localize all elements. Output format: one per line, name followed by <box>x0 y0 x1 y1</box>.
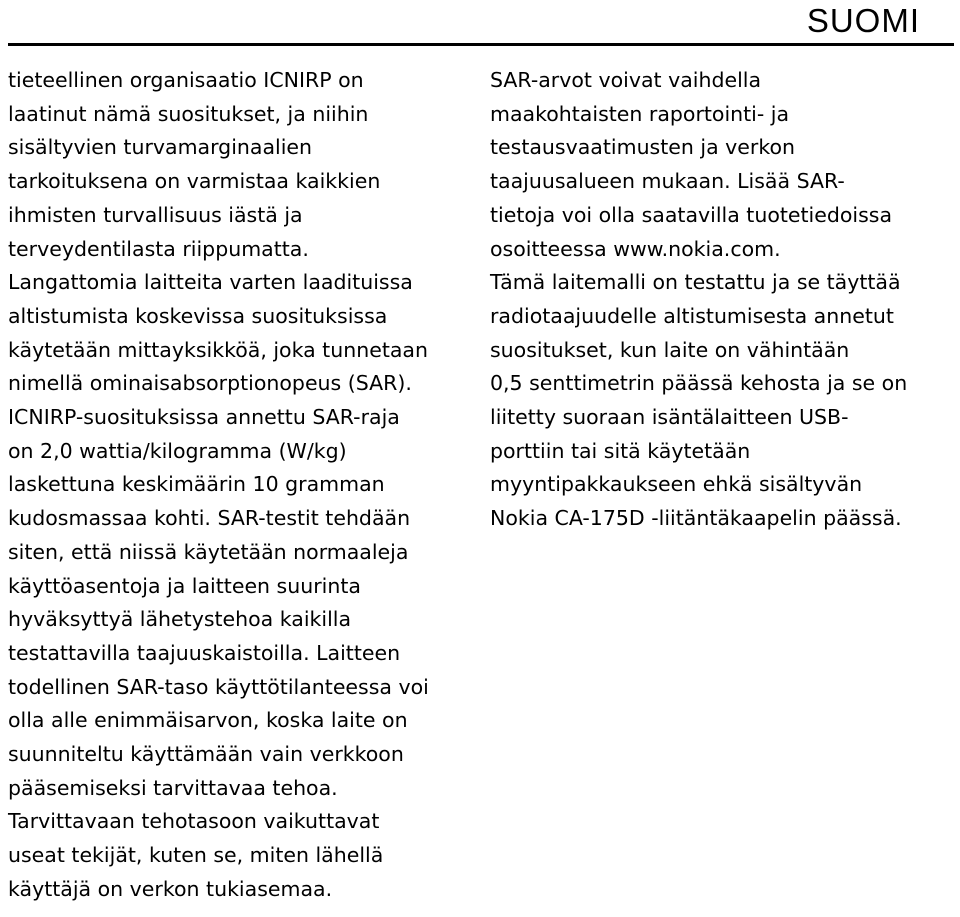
text-line: käyttäjä on verkon tukiasemaa. <box>8 876 333 901</box>
right-paragraph-2 <box>490 266 955 536</box>
section-language-label: SUOMI <box>806 2 920 39</box>
text-line: pääsemiseksi tarvittavaa tehoa. <box>8 775 338 800</box>
text-line: SAR-arvot voivat vaihdella <box>490 68 762 92</box>
text-line: hyväksyttyä lähetystehoa kaikilla <box>8 607 352 632</box>
text-line: radiotaajuudelle altistumisesta annetut <box>490 303 894 328</box>
text-line: Tarvittavaan tehotasoon vaikuttavat <box>8 809 380 834</box>
right-paragraph-1 <box>490 64 955 266</box>
text-line: siten, että niissä käytetään normaaleja <box>8 539 409 564</box>
text-line: liitetty suoraan isäntälaitteen USB- <box>490 405 849 430</box>
left-text-column <box>8 64 458 907</box>
text-line: suositukset, kun laite on vähintään <box>490 337 850 362</box>
left-paragraph-2 <box>8 266 458 906</box>
text-line: ICNIRP-suosituksissa annettu SAR-raja <box>8 405 400 430</box>
text-line: olla alle enimmäisarvon, koska laite on <box>8 708 408 733</box>
text-line: sisältyvien turvamarginaalien <box>8 135 313 160</box>
text-line: suunniteltu käyttämään vain verkkoon <box>8 742 404 767</box>
text-line: Nokia CA-175D -liitäntäkaapelin päässä. <box>490 506 902 531</box>
text-line: todellinen SAR-taso käyttötilanteessa voi <box>8 674 429 699</box>
header-divider <box>8 43 954 46</box>
text-line: Langattomia laitteita varten laadituissa <box>8 270 413 295</box>
text-line: myyntipakkaukseen ehkä sisältyvän <box>490 472 863 497</box>
text-line: altistumista koskevissa suosituksissa <box>8 303 388 328</box>
text-line: laskettuna keskimäärin 10 gramman <box>8 472 385 497</box>
text-line: taajuusalueen mukaan. Lisää SAR- <box>490 169 845 194</box>
right-text-column <box>490 64 955 536</box>
text-line: Tämä laitemalli on testattu ja se täyttää <box>490 270 901 295</box>
text-line: kudosmassaa kohti. SAR-testit tehdään <box>8 506 411 531</box>
text-line: terveydentilasta riippumatta. <box>8 236 309 261</box>
left-paragraph-1 <box>8 64 458 266</box>
text-line: testausvaatimusten ja verkon <box>490 135 796 160</box>
text-line: tieteellinen organisaatio ICNIRP on <box>8 68 364 92</box>
text-line: osoitteessa www.nokia.com. <box>490 236 781 261</box>
text-line: maakohtaisten raportointi- ja <box>490 101 790 126</box>
text-line: useat tekijät, kuten se, miten lähellä <box>8 843 384 868</box>
text-line: ihmisten turvallisuus iästä ja <box>8 202 303 227</box>
text-line: laatinut nämä suositukset, ja niihin <box>8 101 369 126</box>
text-line: käyttöasentoja ja laitteen suurinta <box>8 573 361 598</box>
text-line: käytetään mittayksikköä, joka tunnetaan <box>8 337 428 362</box>
text-line: porttiin tai sitä käytetään <box>490 438 751 463</box>
text-line: nimellä ominaisabsorptionopeus (SAR). <box>8 371 412 396</box>
text-line: tarkoituksena on varmistaa kaikkien <box>8 169 381 194</box>
text-line: on 2,0 wattia/kilogramma (W/kg) <box>8 438 347 463</box>
text-line: tietoja voi olla saatavilla tuotetiedoissa <box>490 202 893 227</box>
text-line: testattavilla taajuuskaistoilla. Laitteen <box>8 640 401 665</box>
text-line: 0,5 senttimetrin päässä kehosta ja se on <box>490 371 908 396</box>
